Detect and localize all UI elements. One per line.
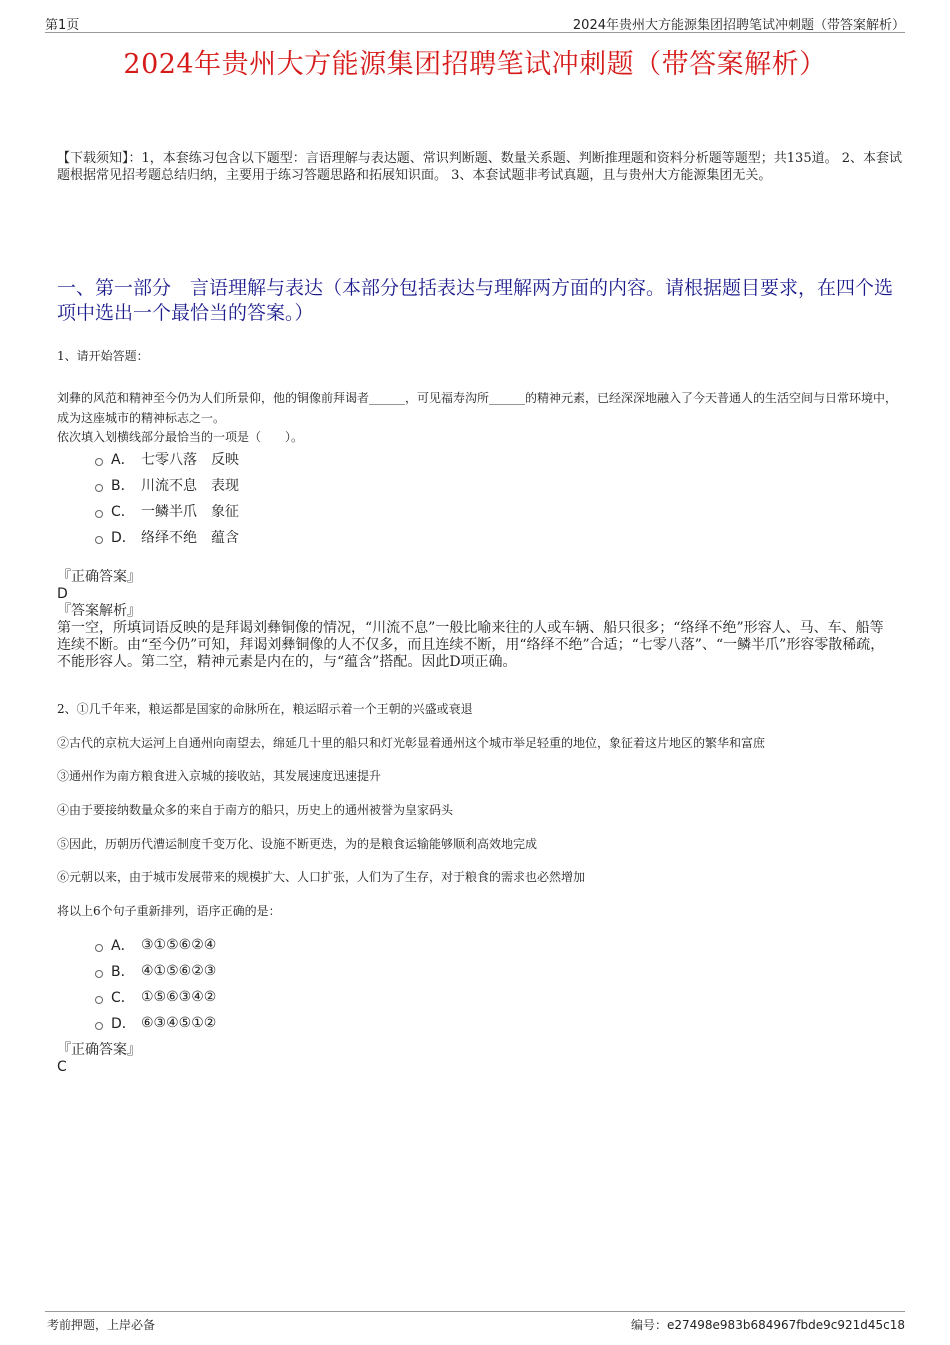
download-notice: 【下载须知】：1，本套练习包含以下题型：言语理解与表达题、常识判断题、数量关系题、判断推理题和资料分析题等题型；共135道。 2、本套试题根据常见招考题总结归纳，主要用于练习答题思路和拓展知识面。 3、本套试题非考试真题，且与贵州大方能源集团无关。 <box>57 151 902 183</box>
question-1-label: 1、请开始答题： <box>57 349 149 363</box>
page-footer <box>45 1311 905 1332</box>
radio-icon[interactable] <box>95 970 103 978</box>
question-2-answer <box>57 1042 887 1076</box>
answer-value: C <box>57 1059 67 1075</box>
document-title: 2024年贵州大方能源集团招聘笔试冲刺题（带答案解析） <box>123 49 827 80</box>
option-d[interactable]: D． 络绎不绝 蕴含 <box>95 524 239 550</box>
question-1-answer <box>57 569 887 671</box>
footer-slogan: 考前押题，上岸必备 <box>47 1318 156 1332</box>
question-2-sentence-5: ⑤因此，历朝历代漕运制度千变万化、设施不断更迭，为的是粮食运输能够顺利高效地完成 <box>57 837 538 851</box>
question-2-sentence-3: ③通州作为南方粮食进入京城的接收站，其发展速度迅速提升 <box>57 769 382 783</box>
analysis-text: 第一空，所填词语反映的是拜谒刘彝铜像的情况，“川流不息”一般比喻来往的人或车辆、船只很多；“络绎不绝”形容人、马、车、船等连续不断。由“至今仍”可知，拜谒刘彝铜像的人不仅多，而且连续不断，用“络绎不绝”合适；“七零八落”、“一鳞半爪”形容零散稀疏，不能形容人。第二空，精神元素是内在的，与“蕴含”搭配。因此D项正确。 <box>57 620 885 670</box>
option-a[interactable]: A． ③①⑤⑥②④ <box>95 932 216 958</box>
option-b[interactable]: B． ④①⑤⑥②③ <box>95 958 216 984</box>
radio-icon[interactable] <box>95 1022 103 1030</box>
section-heading: 一、第一部分 言语理解与表达（本部分包括表达与理解两方面的内容。请根据题目要求，在四个选项中选出一个最恰当的答案。） <box>57 277 894 324</box>
footer-doc-id: 编号：e27498e983b684967fbde9c921d45c18 <box>630 1318 905 1332</box>
analysis-label: 『答案解析』 <box>57 603 141 619</box>
question-2-sentence-1: 2、①几千年来，粮运都是国家的命脉所在，粮运昭示着一个王朝的兴盛或衰退 <box>57 702 473 716</box>
question-2-options <box>95 932 216 1036</box>
question-1-stem: 刘彝的风范和精神至今仍为人们所景仰，他的铜像前拜谒者______，可见福寿沟所______的精神元素，已经深深地融入了今天普通人的生活空间与日常环境中，成为这座城市的精神标志之一。 <box>57 391 898 425</box>
question-1-prompt: 依次填入划横线部分最恰当的一项是（ ）。 <box>57 430 304 444</box>
question-2-prompt: 将以上6个句子重新排列，语序正确的是： <box>57 904 281 918</box>
radio-icon[interactable] <box>95 944 103 952</box>
answer-value: D <box>57 586 68 602</box>
radio-icon[interactable] <box>95 996 103 1004</box>
option-b[interactable]: B． 川流不息 表现 <box>95 472 239 498</box>
option-c[interactable]: C． ①⑤⑥③④② <box>95 984 216 1010</box>
answer-label: 『正确答案』 <box>57 1042 141 1058</box>
radio-icon[interactable] <box>95 484 103 492</box>
answer-label: 『正确答案』 <box>57 569 141 585</box>
question-2-sentence-4: ④由于要接纳数量众多的来自于南方的船只，历史上的通州被誉为皇家码头 <box>57 803 454 817</box>
header-doc-title: 2024年贵州大方能源集团招聘笔试冲刺题（带答案解析） <box>572 18 905 33</box>
page-number: 第1页 <box>45 18 80 33</box>
radio-icon[interactable] <box>95 458 103 466</box>
question-2-sentence-6: ⑥元朝以来，由于城市发展带来的规模扩大、人口扩张，人们为了生存，对于粮食的需求也必然增加 <box>57 870 586 884</box>
radio-icon[interactable] <box>95 510 103 518</box>
option-a[interactable]: A． 七零八落 反映 <box>95 446 239 472</box>
page-header <box>45 12 905 33</box>
question-1-options <box>95 446 239 550</box>
option-c[interactable]: C． 一鳞半爪 象征 <box>95 498 239 524</box>
question-2-sentence-2: ②古代的京杭大运河上自通州向南望去，绵延几十里的船只和灯光彰显着通州这个城市举足轻重的地位，象征着这片地区的繁华和富庶 <box>57 736 766 750</box>
radio-icon[interactable] <box>95 536 103 544</box>
option-d[interactable]: D． ⑥③④⑤①② <box>95 1010 216 1036</box>
